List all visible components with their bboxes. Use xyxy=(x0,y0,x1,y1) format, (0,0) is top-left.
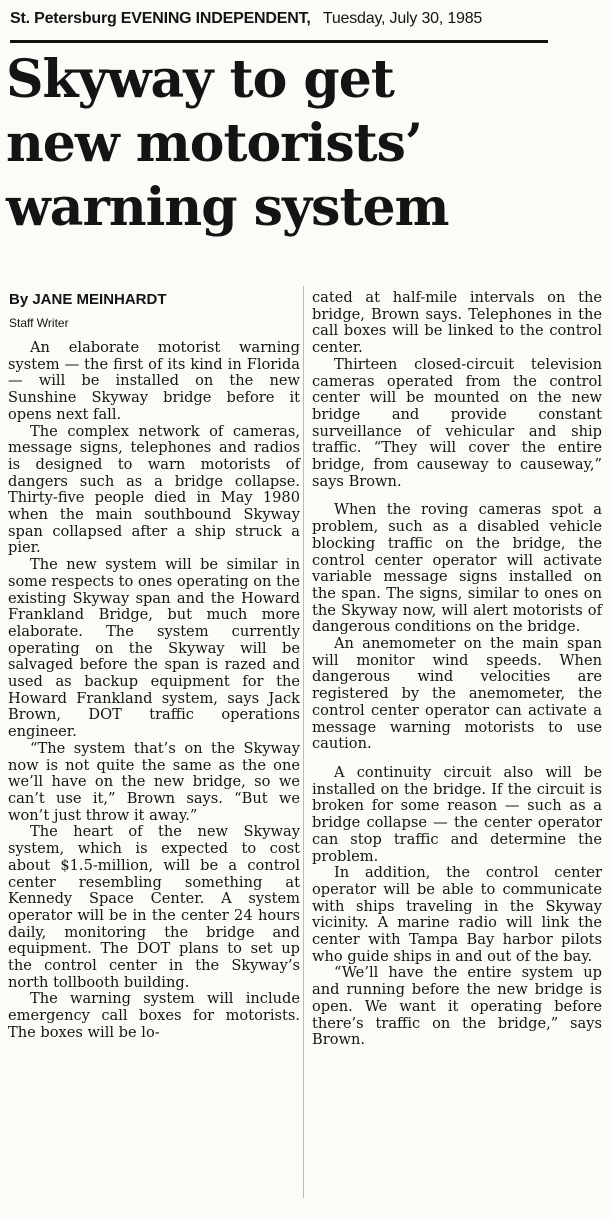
headline-line-3: warning system xyxy=(6,177,449,238)
paragraph: The heart of the new Skyway system, which is expected to cost about $1.5-million, will be a control center resembling something at Kennedy Space Center. A system operator will be in the center 24 hours daily, monitoring the bridge and equipment. The DOT plans to set up the control center in the Skyway’s north tollbooth building. xyxy=(8,823,300,991)
author-role: Staff Writer xyxy=(9,316,69,330)
newspaper-name: St. Petersburg EVENING INDEPENDENT, xyxy=(10,10,311,27)
paragraph: In addition, the control center operator will be able to communicate with ships traveling in the Skyway vicinity. A marine radio will link the center with Tampa Bay harbor pilots who guide ships in and out of the bay. xyxy=(312,864,602,965)
paragraph: An anemometer on the main span will monitor wind speeds. When dangerous wind velocities are registered by the anemometer, the control center operator can activate a message warning motorists to use caution. xyxy=(312,635,602,753)
article-column-1 xyxy=(8,340,300,1042)
article-column-2 xyxy=(312,290,602,1049)
paragraph: The new system will be similar in some respects to ones operating on the existing Skyway span and the Howard Frankland Bridge, but much more elaborate. The system currently operating on the Skyway will be salvaged before the span is razed and used as backup equipment for the Howard Frankland system, says Jack Brown, DOT traffic operations engineer. xyxy=(8,556,300,741)
publication-date: Tuesday, July 30, 1985 xyxy=(322,10,483,27)
paragraph: The warning system will include emergency call boxes for motorists. The boxes will be lo- xyxy=(8,990,300,1041)
paragraph: The complex network of cameras, message signs, telephones and radios is designed to warn motorists of dangers such as a bridge collapse. Thirty-five people died in May 1980 when the main southbound Skyway span collapsed after a ship struck a pier. xyxy=(8,422,300,557)
headline xyxy=(6,48,606,240)
byline: By JANE MEINHARDT xyxy=(9,291,167,308)
paragraph: When the roving cameras spot a problem, such as a disabled vehicle blocking traffic on the bridge, the control center operator will activate variable message signs installed on the span. The signs, similar to ones on the Skyway now, will alert motorists of dangerous conditions on the bridge. xyxy=(312,501,602,636)
paragraph: A continuity circuit also will be installed on the bridge. If the circuit is broken for some reason — such as a bridge collapse — the center operator can stop traffic and determine the problem. xyxy=(312,763,602,865)
paragraph: Thirteen closed-circuit television cameras operated from the control center will be mounted on the new bridge and provide constant surveillance of vehicular and ship traffic. “They will cover the entire bridge, from causeway to causeway,” says Brown. xyxy=(312,355,602,490)
paragraph: “We’ll have the entire system up and running before the new bridge is open. We want it operating before there’s traffic on the bridge,” says Brown. xyxy=(312,964,602,1049)
headline-line-1: Skyway to get xyxy=(6,49,394,110)
paragraph: cated at half-mile intervals on the bridge, Brown says. Telephones in the call boxes will be linked to the control center. xyxy=(312,289,602,357)
headline-line-2: new motorists’ xyxy=(6,113,422,174)
paragraph: “The system that’s on the Skyway now is not quite the same as the one we’ll have on the new bridge, so we can’t use it,” Brown says. “But we won’t just throw it away.” xyxy=(8,739,300,824)
column-divider xyxy=(303,286,304,1198)
paragraph: An elaborate motorist warning system — the first of its kind in Florida — will be installed on the new Sunshine Skyway bridge before it opens next fall. xyxy=(8,339,300,423)
masthead xyxy=(10,10,548,43)
